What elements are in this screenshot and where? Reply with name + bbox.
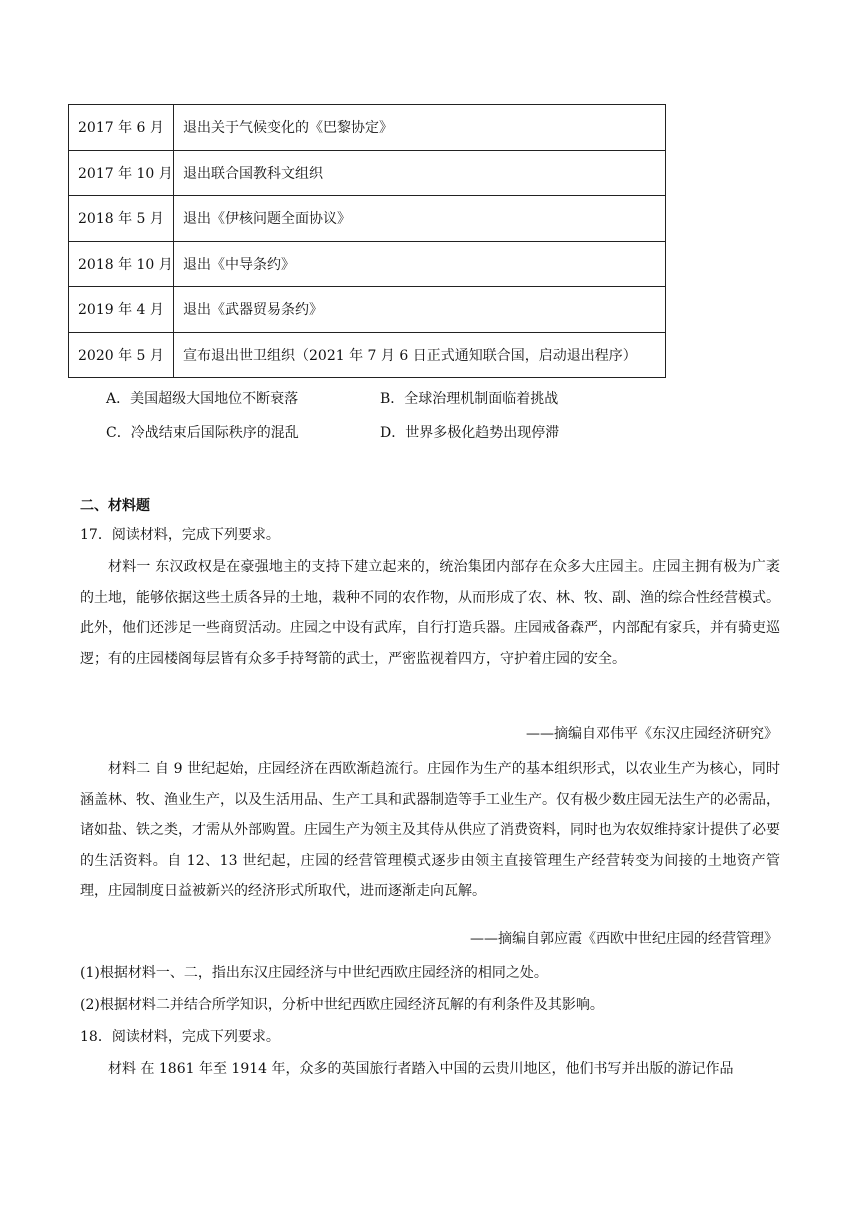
table-cell-date: 2017 年 10 月	[69, 150, 174, 196]
question-17-part-2: (2)根据材料二并结合所学知识，分析中世纪西欧庄园经济瓦解的有利条件及其影响。	[80, 997, 604, 1013]
table-cell-event: 退出《武器贸易条约》	[174, 287, 666, 333]
table-row	[69, 332, 666, 378]
table-cell-event: 退出联合国教科文组织	[174, 150, 666, 196]
section-title: 二、材料题	[80, 498, 150, 514]
table-cell-date: 2019 年 4 月	[69, 287, 174, 333]
table-cell-event: 退出关于气候变化的《巴黎协定》	[174, 105, 666, 151]
material-one: 材料一 东汉政权是在豪强地主的支持下建立起来的，统治集团内部存在众多大庄园主。庄园主拥有极为广袤的土地，能够依据这些土质各异的土地，栽种不同的农作物，从而形成了农、林、牧、副、渔的综合性经营模式。此外，他们还涉足一些商贸活动。庄园之中设有武库，自行打造兵器。庄园戒备森严，内部配有家兵，并有骑吏巡逻；有的庄园楼阁每层皆有众多手持弩箭的武士，严密监视着四方，守护着庄园的安全。	[80, 559, 780, 667]
material-two: 材料二 自 9 世纪起始，庄园经济在西欧渐趋流行。庄园作为生产的基本组织形式，以农业生产为核心，同时涵盖林、牧、渔业生产，以及生活用品、生产工具和武器制造等手工业生产。仅有极少数庄园无法生产的必需品，诸如盐、铁之类，才需从外部购置。庄园生产为领主及其侍从供应了消费资料，同时也为农奴维持家计提供了必要的生活资料。自 12、13 世纪起，庄园的经营管理模式逐步由领主直接管理生产经营转变为间接的土地资产管理，庄园制度日益被新兴的经济形式所取代，进而逐渐走向瓦解。	[80, 761, 780, 900]
table-row	[69, 287, 666, 333]
option-d: D．世界多极化趋势出现停滞	[380, 425, 560, 441]
table-cell-date: 2017 年 6 月	[69, 105, 174, 151]
table-cell-date: 2018 年 10 月	[69, 241, 174, 287]
question-18-material: 材料 在 1861 年至 1914 年，众多的英国旅行者踏入中国的云贵川地区，他们书写并出版的游记作品	[108, 1061, 734, 1077]
question-18-stem: 18．阅读材料，完成下列要求。	[80, 1029, 280, 1045]
question-17-part-1: (1)根据材料一、二，指出东汉庄园经济与中世纪西欧庄园经济的相同之处。	[80, 965, 548, 981]
table-cell-date: 2020 年 5 月	[69, 332, 174, 378]
question-17-stem: 17．阅读材料，完成下列要求。	[80, 527, 280, 543]
table-cell-event: 退出《伊核问题全面协议》	[174, 196, 666, 242]
table-row	[69, 150, 666, 196]
table-row	[69, 241, 666, 287]
table-row	[69, 196, 666, 242]
option-a: A．美国超级大国地位不断衰落	[106, 391, 299, 407]
withdrawal-timeline-table	[68, 104, 666, 378]
table-cell-event: 宣布退出世卫组织（2021 年 7 月 6 日正式通知联合国，启动退出程序）	[174, 332, 666, 378]
source-two: ——摘编自郭应霞《西欧中世纪庄园的经营管理》	[470, 931, 778, 947]
table-row	[69, 105, 666, 151]
table-cell-event: 退出《中导条约》	[174, 241, 666, 287]
option-c: C．冷战结束后国际秩序的混乱	[106, 425, 299, 441]
table-cell-date: 2018 年 5 月	[69, 196, 174, 242]
option-b: B．全球治理机制面临着挑战	[380, 391, 559, 407]
source-one: ——摘编自邓伟平《东汉庄园经济研究》	[526, 726, 778, 742]
